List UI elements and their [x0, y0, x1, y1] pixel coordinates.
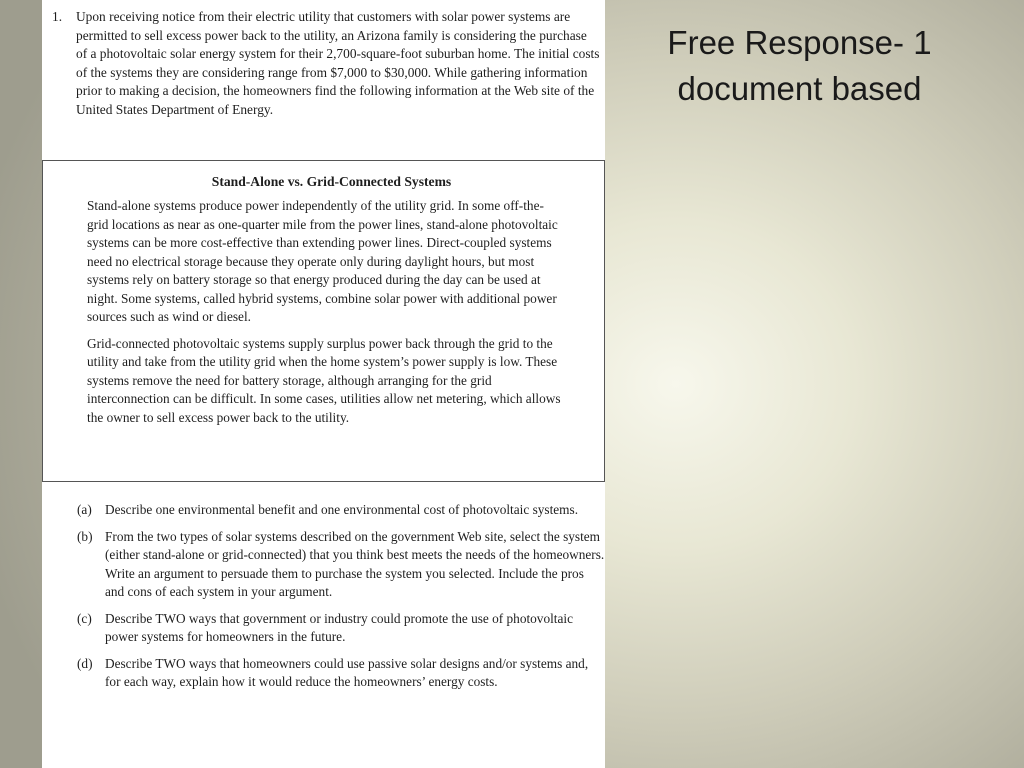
- source-document-title: Stand-Alone vs. Grid-Connected Systems: [211, 174, 452, 189]
- stand-alone-paragraph: Stand-alone systems produce power independently of the utility grid. In some off-the-grid locations as near as one-quarter mile from the power lines, stand-alone photovoltaic systems can be more cost-effective than extending power lines. Direct-coupled systems need no electrical storage because they operate only during daylight hours, but most systems rely on battery storage so that energy produced during the day can be used at night. Some systems, called hybrid systems, combine solar power with additional power sources such as wind or diesel.: [87, 198, 558, 324]
- part-label: (c): [77, 610, 92, 626]
- question-intro: [42, 8, 605, 119]
- question-part-d: [42, 655, 605, 692]
- part-text: Describe TWO ways that government or industry could promote the use of photovoltaic power systems for homeowners in the future.: [105, 610, 573, 644]
- question-intro-text: Upon receiving notice from their electric utility that customers with solar power systems are permitted to sell excess power back to the utility, an Arizona family is considering the purchase of a photovoltaic solar energy system for their 2,700-square-foot suburban home. The initial costs of the systems they are considering range from $7,000 to $30,000. While gathering information prior to making a decision, the homeowners find the following information at the Web site of the United States Department of Energy.: [76, 9, 600, 117]
- part-label: (d): [77, 655, 93, 671]
- part-text: Describe one environmental benefit and one environmental cost of photovoltaic systems.: [105, 502, 579, 517]
- question-part-a: [42, 501, 605, 520]
- document-page: [42, 0, 605, 768]
- source-document-box: [42, 160, 605, 482]
- grid-connected-paragraph: Grid-connected photovoltaic systems supply surplus power back through the grid to the utility and take from the utility grid when the home system’s power supply is low. These systems remove the need for battery storage, although arranging for the grid interconnection can be difficult. In some cases, utilities allow net metering, which allows the owner to sell excess power back to the utility.: [87, 335, 561, 425]
- part-label: (b): [77, 528, 93, 544]
- slide-title: Free Response- 1 document based: [667, 24, 932, 107]
- question-parts: [42, 501, 605, 700]
- question-part-b: [42, 528, 605, 602]
- question-part-c: [42, 610, 605, 647]
- part-label: (a): [77, 502, 92, 517]
- part-text: From the two types of solar systems described on the government Web site, select the system (either stand-alone or grid-connected) that you think best meets the needs of the homeowners. Write an argument to persuade them to purchase the system you selected. Include the pros and cons of each system in your argument.: [105, 528, 605, 599]
- part-text: Describe TWO ways that homeowners could use passive solar designs and/or systems and, for each way, explain how it would reduce the homeowners’ energy costs.: [105, 655, 589, 689]
- question-number: 1.: [52, 9, 63, 24]
